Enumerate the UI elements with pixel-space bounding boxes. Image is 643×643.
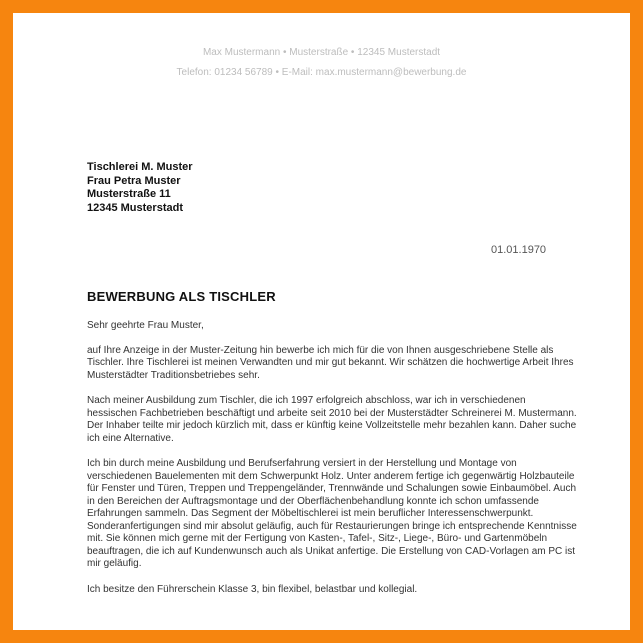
sender-contact-line: Telefon: 01234 56789 • E-Mail: max.mustermann@bewerbung.de bbox=[176, 67, 467, 78]
recipient-city: 12345 Musterstadt bbox=[87, 201, 183, 214]
recipient-contact: Frau Petra Muster bbox=[87, 174, 181, 187]
sender-address-line: Max Mustermann • Musterstraße • 12345 Musterstadt bbox=[202, 47, 441, 58]
letter-body bbox=[87, 320, 577, 609]
salutation: Sehr geehrte Frau Muster, bbox=[87, 320, 204, 331]
paragraph-experience: Nach meiner Ausbildung zum Tischler, die ich 1997 erfolgreich abschloss, war ich in verschiedenen hessischen Fachbetrieben beschäftigt und arbeite seit 2010 bei der Musterstädter Schreinerei M. Mustermann. Der Inhaber teilte mir jedoch kürzlich mit, dass er künftig keine Vollzeitstelle mehr bezahlen kann. Daher suche ich eine Alternative. bbox=[87, 395, 577, 444]
letter-date: 01.01.1970 bbox=[491, 244, 547, 256]
paragraph-skills: Ich bin durch meine Ausbildung und Berufserfahrung versiert in der Herstellung und Montage von verschiedenen Bauelementen mit dem Schwerpunkt Holz. Unter anderem fertige ich gegenwärtig Holzbauteile für Fenster und Türen, Treppen und Treppengeländer, Trennwände und Schalungen sowie Einbaumöbel. Auch in den Bereichen der Auftragsmontage und der Oberflächenbehandlung konnte ich schon umfassende Erfahrungen sammeln. Das Segment der Möbeltischlerei ist mein beruflicher Interessenschwerpunkt. Sonderanfertigungen sind mir absolut geläufig, auch für Restaurierungen bringe ich entsprechende Kenntnisse mit. Sie können mich gerne mit der Fertigung von Kasten-, Tafel-, Sitz-, Liege-, Büro- und Gartenmöbeln beauftragen, die ich auf Kundenwunsch auch als Unikat anfertige. Die Erstellung von CAD-Vorlagen am PC ist mir geläufig. bbox=[87, 458, 577, 569]
letter-subject: BEWERBUNG ALS TISCHLER bbox=[87, 289, 276, 304]
paragraph-intro: auf Ihre Anzeige in der Muster-Zeitung hin bewerbe ich mich für die von Ihnen ausgeschriebene Stelle als Tischler. Ihre Tischlerei ist meinen Verwandten und mir gut bekannt. Wir schätzen die hochwertige Arbeit Ihres Musterstädter Traditionsbetriebes sehr. bbox=[87, 344, 574, 381]
recipient-address bbox=[87, 161, 193, 215]
recipient-street: Musterstraße 11 bbox=[87, 188, 171, 200]
recipient-company: Tischlerei M. Muster bbox=[87, 161, 193, 173]
paragraph-license: Ich besitze den Führerschein Klasse 3, bin flexibel, belastbar und kollegial. bbox=[87, 583, 418, 595]
